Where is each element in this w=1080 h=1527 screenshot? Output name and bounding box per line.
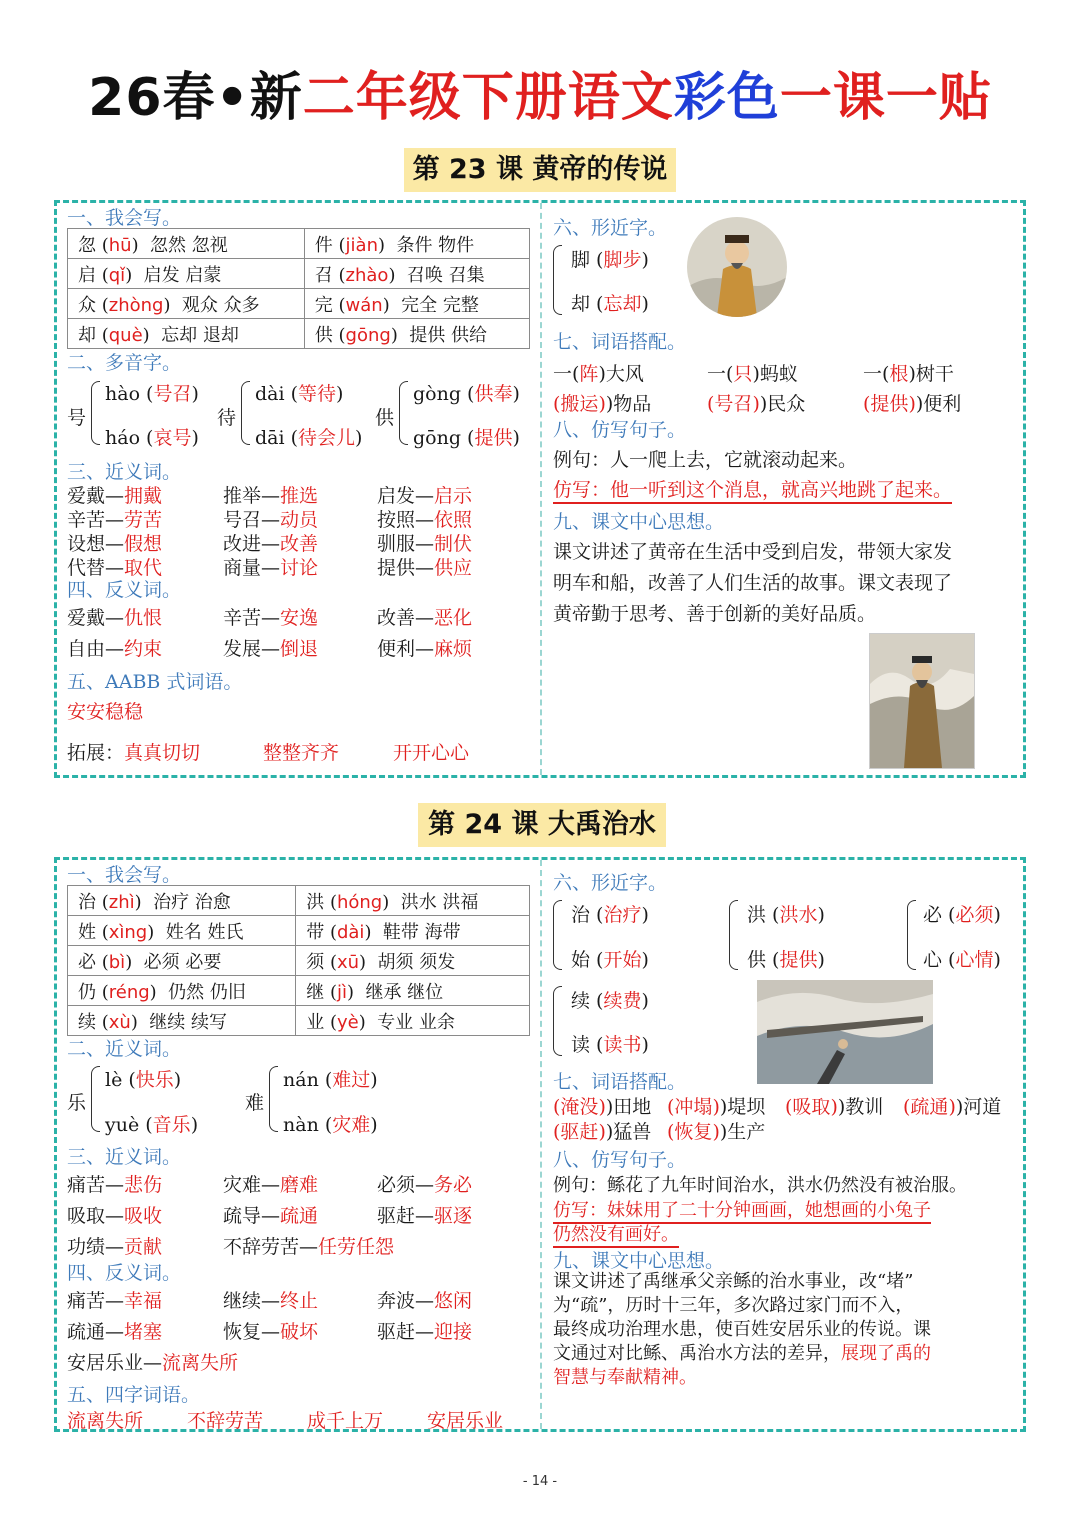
brace <box>91 381 100 445</box>
antonym-pair: 疏通—堵塞 <box>67 1321 163 1343</box>
synonym-pair: 设想—假想 <box>67 533 163 555</box>
synonym-pair: 功绩—贡献 <box>67 1236 163 1258</box>
similar-char: 却 (忘却) <box>571 293 649 315</box>
antonym-pair: 痛苦—幸福 <box>67 1290 163 1312</box>
poly-reading: gōng (提供) <box>413 427 520 449</box>
poly-char: 待 <box>217 407 237 429</box>
poly-char: 供 <box>375 407 395 429</box>
collocation: (冲塌))堤坝 <box>667 1096 766 1118</box>
similar-char: 续 (续费) <box>571 990 649 1012</box>
brace <box>907 900 916 970</box>
antonym-pair: 奔波—悠闲 <box>377 1290 473 1312</box>
synonym-pair: 灾难—磨难 <box>223 1174 319 1196</box>
collocation: (疏通))河道 <box>903 1096 1002 1118</box>
extension-word: 开开心心 <box>393 742 470 764</box>
poly-char: 号 <box>67 407 87 429</box>
antonym-pair: 驱赶—迎接 <box>377 1321 473 1343</box>
section-write: 一、我会写。 <box>67 207 182 229</box>
collocation: 一(阵)大风 <box>553 363 644 385</box>
table-row: 却 (què) 忘却 退却 供 (gōng) 提供 供给 <box>68 319 530 349</box>
synonym-pair: 提供—供应 <box>377 557 473 579</box>
lesson-24-title: 第 24 课 大禹治水 <box>418 803 666 847</box>
table-row: 仍 (réng) 仍然 仍旧 继 (jì) 继承 继位 <box>68 976 530 1006</box>
huangdi-portrait-image <box>687 217 787 317</box>
section-polyphone: 二、近义词。 <box>67 1038 182 1060</box>
section-polyphone: 二、多音字。 <box>67 352 182 374</box>
synonym-pair: 改进—改善 <box>223 533 319 555</box>
four-char-word: 不辞劳苦 <box>187 1410 264 1432</box>
section-collocation: 七、词语搭配。 <box>553 1071 687 1093</box>
brace <box>553 986 562 1056</box>
collocation: (搬运))物品 <box>553 393 652 415</box>
antonym-pair: 恢复—破坏 <box>223 1321 319 1343</box>
collocation: (吸取))教训 <box>785 1096 884 1118</box>
synonym-pair: 驯服—制伏 <box>377 533 473 555</box>
collocation: 一(只)蚂蚁 <box>707 363 798 385</box>
synonym-pair: 推举—推选 <box>223 485 319 507</box>
center-idea: 课文讲述了禹继承父亲鲧的治水事业，改“堵” 为“疏”，历时十三年，多次路过家门而不入， 最终成功治理水患，使百姓安居乐业的传说。课 文通过对比鲧、禹治水方法的差异，展现了禹的 智慧与奉献精神。 <box>553 1271 931 1388</box>
brace <box>729 900 738 970</box>
section-imitation: 八、仿写句子。 <box>553 419 687 441</box>
section-center-idea: 九、课文中心思想。 <box>553 1250 725 1272</box>
page-title: 26春•新二年级下册语文彩色一课一贴 <box>88 68 992 128</box>
extension: 拓展：真真切切 <box>67 742 201 764</box>
section-four-char-words: 五、四字词语。 <box>67 1384 201 1406</box>
brace <box>553 900 562 970</box>
synonym-pair: 辛苦—劳苦 <box>67 509 163 531</box>
similar-char: 始 (开始) <box>571 949 649 971</box>
table-row: 续 (xù) 继续 续写 业 (yè) 专业 业余 <box>68 1006 530 1036</box>
imitation-sentence: 仿写：他一听到这个消息，就高兴地跳了起来。 <box>553 475 952 504</box>
similar-char: 治 (治疗) <box>571 904 649 926</box>
poly-reading: gòng (供奉) <box>413 383 520 405</box>
poly-reading: hào (号召) <box>105 383 199 405</box>
huangdi-figure-image <box>869 633 975 769</box>
section-antonyms: 四、反义词。 <box>67 579 182 601</box>
poly-reading: yuè (音乐) <box>105 1114 199 1136</box>
synonym-pair: 号召—动员 <box>223 509 319 531</box>
brace <box>399 381 408 445</box>
lesson-24-panel <box>54 857 1026 1432</box>
collocation: (提供))便利 <box>863 393 962 415</box>
similar-char: 必 (必须) <box>923 904 1001 926</box>
panel-divider <box>540 860 542 1429</box>
table-row: 治 (zhì) 治疗 治愈 洪 (hóng) 洪水 洪福 <box>68 886 530 916</box>
synonym-pair: 必须—务必 <box>377 1174 473 1196</box>
section-imitation: 八、仿写句子。 <box>553 1149 687 1171</box>
panel-divider <box>540 203 542 775</box>
similar-char: 读 (读书) <box>571 1034 649 1056</box>
poly-reading: háo (哀号) <box>105 427 199 449</box>
brace <box>553 245 562 315</box>
lesson-23-panel <box>54 200 1026 778</box>
section-write: 一、我会写。 <box>67 864 182 886</box>
section-antonyms: 四、反义词。 <box>67 1262 182 1284</box>
lesson-23-title: 第 23 课 黄帝的传说 <box>404 148 676 192</box>
synonym-pair: 启发—启示 <box>377 485 473 507</box>
table-row: 忽 (hū) 忽然 忽视 件 (jiàn) 条件 物件 <box>68 229 530 259</box>
brace <box>91 1066 100 1132</box>
brace <box>269 1066 278 1132</box>
brace <box>241 381 250 445</box>
section-synonyms: 三、近义词。 <box>67 1146 182 1168</box>
synonym-pair: 痛苦—悲伤 <box>67 1174 163 1196</box>
imitation-sentence: 仍然没有画好。 <box>553 1220 679 1248</box>
similar-char: 心 (心情) <box>923 949 1001 971</box>
poly-reading: dài (等待) <box>255 383 344 405</box>
section-synonyms: 三、近义词。 <box>67 461 182 483</box>
synonym-pair: 按照—依照 <box>377 509 473 531</box>
write-table <box>67 228 530 349</box>
poly-char: 难 <box>245 1092 265 1114</box>
similar-char: 洪 (洪水) <box>747 904 825 926</box>
table-row: 众 (zhòng) 观众 众多 完 (wán) 完全 完整 <box>68 289 530 319</box>
collocation: (驱赶))猛兽 <box>553 1121 652 1143</box>
poly-reading: nàn (灾难) <box>283 1114 378 1136</box>
imitation-sentence: 仿写：妹妹用了二十分钟画画，她想画的小兔子 <box>553 1196 931 1224</box>
poly-reading: dāi (待会儿) <box>255 427 363 449</box>
section-collocation: 七、词语搭配。 <box>553 331 687 353</box>
synonym-pair: 驱赶—驱逐 <box>377 1205 473 1227</box>
table-row: 必 (bì) 必须 必要 须 (xū) 胡须 须发 <box>68 946 530 976</box>
antonym-pair: 辛苦—安逸 <box>223 607 319 629</box>
antonym-pair: 安居乐业—流离失所 <box>67 1352 239 1374</box>
four-char-word: 流离失所 <box>67 1410 144 1432</box>
table-row: 启 (qǐ) 启发 启蒙 召 (zhào) 召唤 召集 <box>68 259 530 289</box>
section-similar-chars: 六、形近字。 <box>553 217 668 239</box>
antonym-pair: 改善—恶化 <box>377 607 473 629</box>
poly-reading: nán (难过) <box>283 1069 378 1091</box>
write-table <box>67 885 530 1036</box>
section-similar-chars: 六、形近字。 <box>553 872 668 894</box>
similar-char: 供 (提供) <box>747 949 825 971</box>
antonym-pair: 爱戴—仇恨 <box>67 607 163 629</box>
synonym-pair: 商量—讨论 <box>223 557 319 579</box>
collocation: 一(根)树干 <box>863 363 954 385</box>
section-aabb: 五、AABB 式词语。 <box>67 671 243 693</box>
synonym-pair: 不辞劳苦—任劳任怨 <box>223 1236 395 1258</box>
similar-char: 脚 (脚步) <box>571 249 649 271</box>
example-sentence: 例句：鲧花了九年时间治水，洪水仍然没有被治服。 <box>553 1175 967 1196</box>
antonym-pair: 继续—终止 <box>223 1290 319 1312</box>
flood-control-image <box>757 980 933 1084</box>
antonym-pair: 自由—约束 <box>67 638 163 660</box>
synonym-pair: 疏导—疏通 <box>223 1205 319 1227</box>
synonym-pair: 吸取—吸收 <box>67 1205 163 1227</box>
antonym-pair: 便利—麻烦 <box>377 638 473 660</box>
synonym-pair: 代替—取代 <box>67 557 163 579</box>
four-char-word: 成千上万 <box>307 1410 384 1432</box>
aabb-word: 安安稳稳 <box>67 701 144 723</box>
collocation: (号召))民众 <box>707 393 806 415</box>
center-idea: 课文讲述了黄帝在生活中受到启发，带领大家发 明车和船，改善了人们生活的故事。课文表现了 黄帝勤于思考、善于创新的美好品质。 <box>553 541 953 625</box>
collocation: (恢复))生产 <box>667 1121 766 1143</box>
collocation: (淹没))田地 <box>553 1096 652 1118</box>
section-center-idea: 九、课文中心思想。 <box>553 511 725 533</box>
poly-reading: lè (快乐) <box>105 1069 182 1091</box>
antonym-pair: 发展—倒退 <box>223 638 319 660</box>
synonym-pair: 爱戴—拥戴 <box>67 485 163 507</box>
poly-char: 乐 <box>67 1092 87 1114</box>
example-sentence: 例句：人一爬上去，它就滚动起来。 <box>553 449 858 471</box>
extension-word: 整整齐齐 <box>263 742 340 764</box>
table-row: 姓 (xìng) 姓名 姓氏 带 (dài) 鞋带 海带 <box>68 916 530 946</box>
page-number: - 14 - <box>522 1474 558 1489</box>
four-char-word: 安居乐业 <box>427 1410 504 1432</box>
